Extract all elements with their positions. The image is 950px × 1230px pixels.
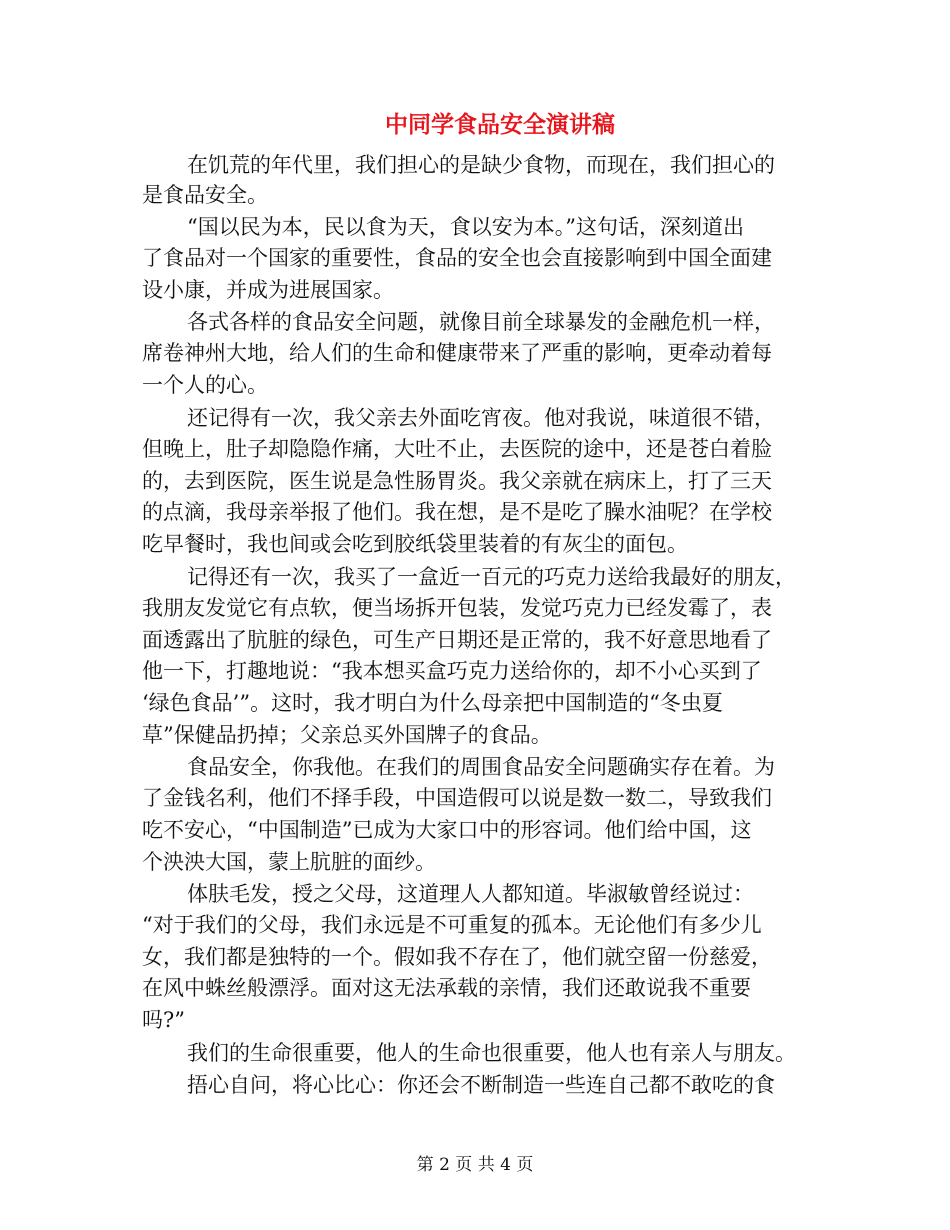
text-line: 吃不安心，“中国制造”已成为大家口中的形容词。他们给中国，这: [142, 818, 752, 842]
text-line: 面透露出了肮脏的绿色，可生产日期还是正常的，我不好意思地看了: [142, 628, 772, 652]
text-line: 捂心自问，将心比心：你还会不断制造一些连自己都不敢吃的食: [187, 1073, 775, 1097]
text-line: 席卷神州大地，给人们的生命和健康带来了严重的影响，更牵动着每: [142, 341, 772, 365]
text-line: 一个人的心。: [142, 373, 268, 397]
text-line: 的点滴，我母亲举报了他们。我在想，是不是吃了臊水油呢？在学校: [142, 500, 772, 524]
page-title: 中同学食品安全演讲稿: [385, 111, 615, 138]
text-line: 吗?”: [142, 1008, 185, 1032]
text-line: 的，去到医院，医生说是急性肠胃炎。我父亲就在病床上，打了三天: [142, 469, 772, 493]
text-line: 他一下，打趣地说：“我本想买盒巧克力送给你的，却不小心买到了: [142, 659, 762, 683]
text-line: 我们的生命很重要，他人的生命也很重要，他人也有亲人与朋友。: [187, 1041, 796, 1065]
text-line: 食品安全，你我他。在我们的周围食品安全问题确实存在着。为: [187, 755, 775, 779]
text-line: 体肤毛发，授之父母，这道理人人都知道。毕淑敏曾经说过：: [187, 882, 754, 906]
text-line: 设小康，并成为进展国家。: [142, 278, 394, 302]
text-line: 各式各样的食品安全问题，就像目前全球暴发的金融危机一样，: [187, 310, 775, 334]
text-line: 女，我们都是独特的一个。假如我不存在了，他们就空留一份慈爱，: [142, 945, 772, 969]
text-line: 草”保健品扔掉；父亲总买外国牌子的食品。: [142, 723, 552, 747]
text-line: 记得还有一次，我买了一盒近一百元的巧克力送给我最好的朋友，: [187, 565, 796, 589]
text-line: 在风中蛛丝般漂浮。面对这无法承载的亲情，我们还敢说我不重要: [142, 976, 751, 1000]
text-line: 但晚上，肚子却隐隐作痛，大吐不止，去医院的途中，还是苍白着脸: [142, 437, 772, 461]
text-line: “国以民为本，民以食为天，食以安为本。”这句话，深刻道出: [187, 215, 744, 239]
text-line: 还记得有一次，我父亲去外面吃宵夜。他对我说，味道很不错，: [187, 406, 775, 430]
text-line: “对于我们的父母，我们永远是不可重复的孤本。无论他们有多少儿: [142, 913, 762, 937]
text-line: 了金钱名利，他们不择手段，中国造假可以说是数一数二，导致我们: [142, 786, 772, 810]
text-line: 了食品对一个国家的重要性，食品的安全也会直接影响到中国全面建: [142, 246, 772, 270]
page-footer: 第 2 页 共 4 页: [416, 1155, 534, 1175]
text-line: 个泱泱大国，蒙上肮脏的面纱。: [142, 850, 436, 874]
text-line: 我朋友发觉它有点软，便当场拆开包装，发觉巧克力已经发霉了，表: [142, 596, 772, 620]
text-line: 是食品安全。: [142, 183, 268, 207]
text-line: 在饥荒的年代里，我们担心的是缺少食物，而现在，我们担心的: [187, 153, 775, 177]
text-line: ‘绿色食品’”。这时，我才明白为什么母亲把中国制造的“冬虫夏: [142, 691, 723, 715]
text-line: 吃早餐时，我也间或会吃到胶纸袋里装着的有灰尘的面包。: [142, 532, 688, 556]
